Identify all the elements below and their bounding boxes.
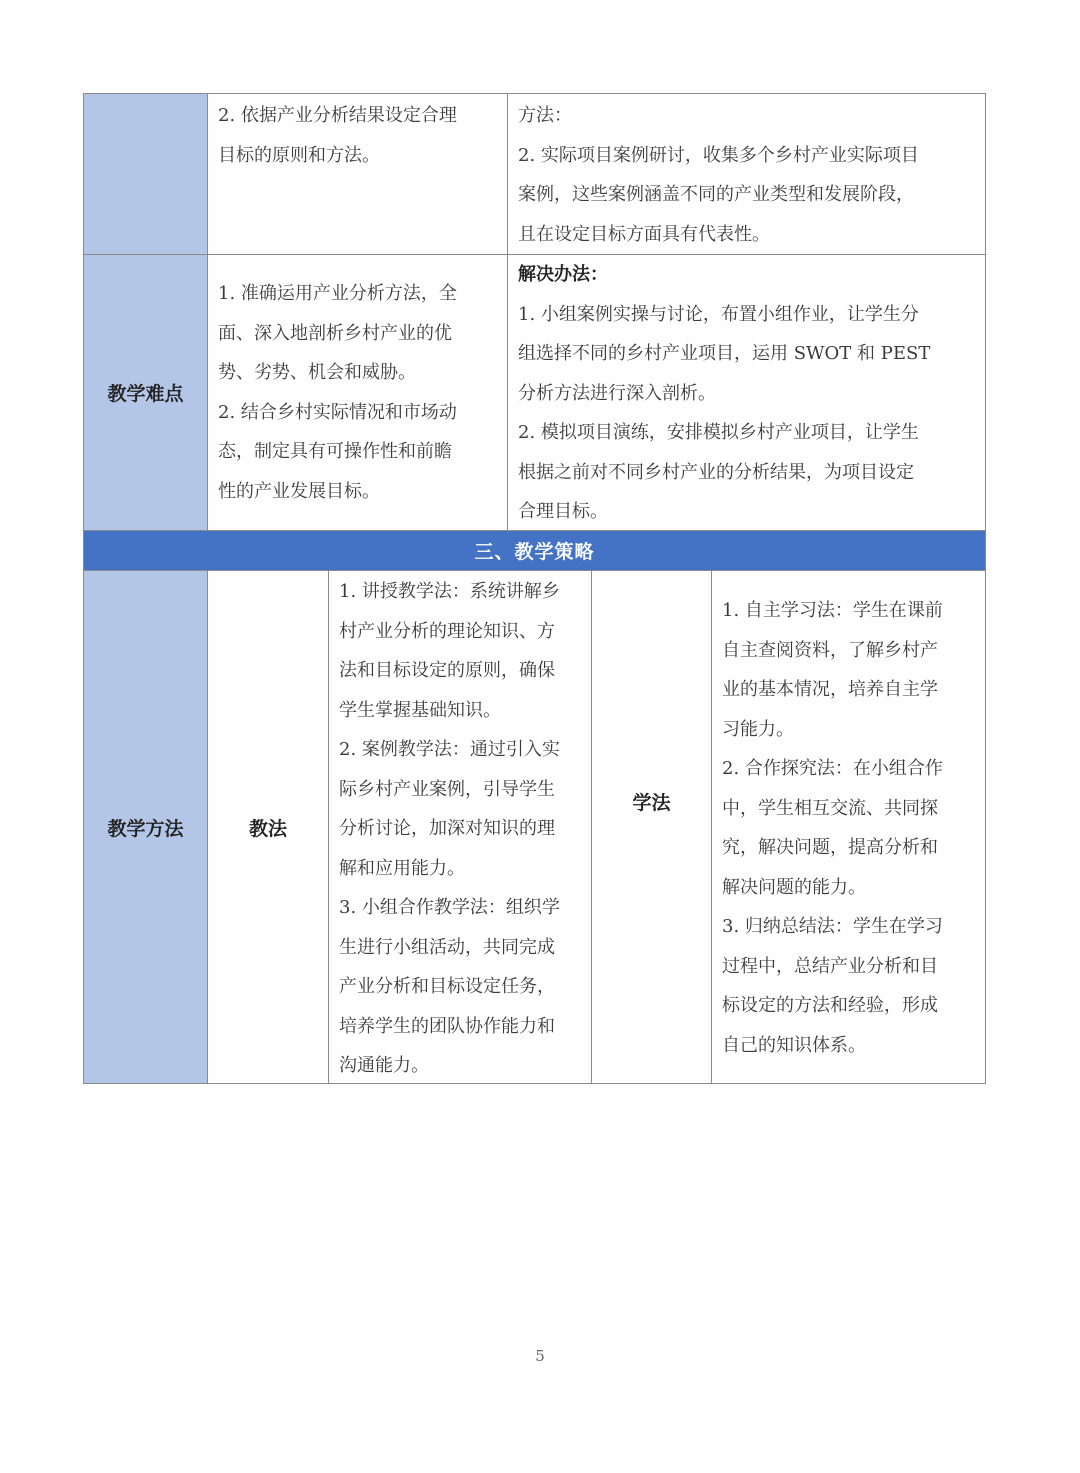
text-line: 根据之前对不同乡村产业的分析结果，为项目设定 — [518, 461, 914, 483]
continuation-right-cell — [508, 94, 985, 254]
text-line: 组选择不同的乡村产业项目，运用 SWOT 和 PEST — [518, 343, 931, 364]
text-line: 1. 小组案例实操与讨论，布置小组作业，让学生分 — [518, 303, 919, 325]
learn-method-label: 学法 — [592, 571, 712, 1083]
text-line: 性的产业发展目标。 — [218, 480, 380, 502]
table-row-difficulty — [84, 255, 985, 531]
text-line: 2. 案例教学法：通过引入实 — [339, 739, 560, 760]
text-line: 分析讨论，加深对知识的理 — [339, 818, 555, 839]
text-line: 习能力。 — [722, 718, 794, 740]
text-line: 1. 讲授教学法：系统讲解乡 — [339, 581, 560, 602]
text-line: 自主查阅资料，了解乡村产 — [722, 639, 938, 661]
text-line: 学生掌握基础知识。 — [339, 699, 501, 721]
text-line: 方法： — [518, 105, 572, 126]
table-row-continuation — [84, 94, 985, 255]
text-line: 培养学生的团队协作能力和 — [339, 1015, 555, 1037]
page-number: 5 — [535, 1347, 545, 1365]
continuation-left-cell — [208, 94, 508, 254]
solution-title: 解决办法： — [518, 264, 608, 285]
text-line: 2. 结合乡村实际情况和市场动 — [218, 401, 457, 423]
row-header-blank — [84, 94, 208, 254]
text-line: 业的基本情况，培养自主学 — [722, 679, 938, 700]
teach-method-label: 教法 — [208, 571, 329, 1083]
text-line: 中，学生相互交流、共同探 — [722, 797, 938, 819]
text-line: 法和目标设定的原则，确保 — [339, 660, 555, 681]
text-line: 过程中，总结产业分析和目 — [722, 955, 938, 977]
text-line: 沟通能力。 — [339, 1055, 429, 1076]
text-line: 分析方法进行深入剖析。 — [518, 382, 716, 404]
text-line: 标设定的方法和经验，形成 — [722, 995, 938, 1016]
text-line: 生进行小组活动，共同完成 — [339, 936, 555, 958]
text-line: 自己的知识体系。 — [722, 1034, 866, 1056]
text-line: 合理目标。 — [518, 501, 608, 522]
text-line: 解和应用能力。 — [339, 857, 465, 879]
table-row-methods — [84, 571, 985, 1083]
learn-method-list — [712, 571, 985, 1083]
text-line: 且在设定目标方面具有代表性。 — [518, 223, 770, 245]
text-line: 面、深入地剖析乡村产业的优 — [218, 322, 452, 344]
text-line: 究，解决问题，提高分析和 — [722, 837, 938, 858]
text-line: 村产业分析的理论知识、方 — [339, 620, 555, 642]
difficulty-solution-cell — [508, 255, 985, 530]
text-line: 3. 小组合作教学法：组织学 — [339, 897, 560, 918]
text-line: 2. 依据产业分析结果设定合理 — [218, 105, 457, 126]
text-line: 3. 归纳总结法：学生在学习 — [722, 916, 943, 937]
methods-label: 教学方法 — [84, 571, 208, 1083]
text-line: 产业分析和目标设定任务， — [339, 976, 555, 997]
text-line: 2. 模拟项目演练，安排模拟乡村产业项目，让学生 — [518, 422, 919, 443]
difficulty-points-cell — [208, 255, 508, 530]
text-line: 目标的原则和方法。 — [218, 144, 380, 166]
text-line: 2. 实际项目案例研讨，收集多个乡村产业实际项目 — [518, 144, 919, 166]
text-line: 1. 准确运用产业分析方法，全 — [218, 283, 457, 304]
text-line: 际乡村产业案例，引导学生 — [339, 778, 555, 800]
teach-method-list — [329, 571, 592, 1083]
text-line: 2. 合作探究法：在小组合作 — [722, 758, 943, 779]
text-line: 解决问题的能力。 — [722, 876, 866, 898]
text-line: 态，制定具有可操作性和前瞻 — [218, 441, 452, 462]
text-line: 案例，这些案例涵盖不同的产业类型和发展阶段， — [518, 184, 914, 205]
difficulty-label: 教学难点 — [84, 255, 208, 530]
section-title-bar: 三、教学策略 — [84, 531, 985, 571]
text-line: 1. 自主学习法：学生在课前 — [722, 600, 943, 621]
lesson-plan-table — [83, 93, 986, 1084]
text-line: 势、劣势、机会和威胁。 — [218, 362, 416, 383]
